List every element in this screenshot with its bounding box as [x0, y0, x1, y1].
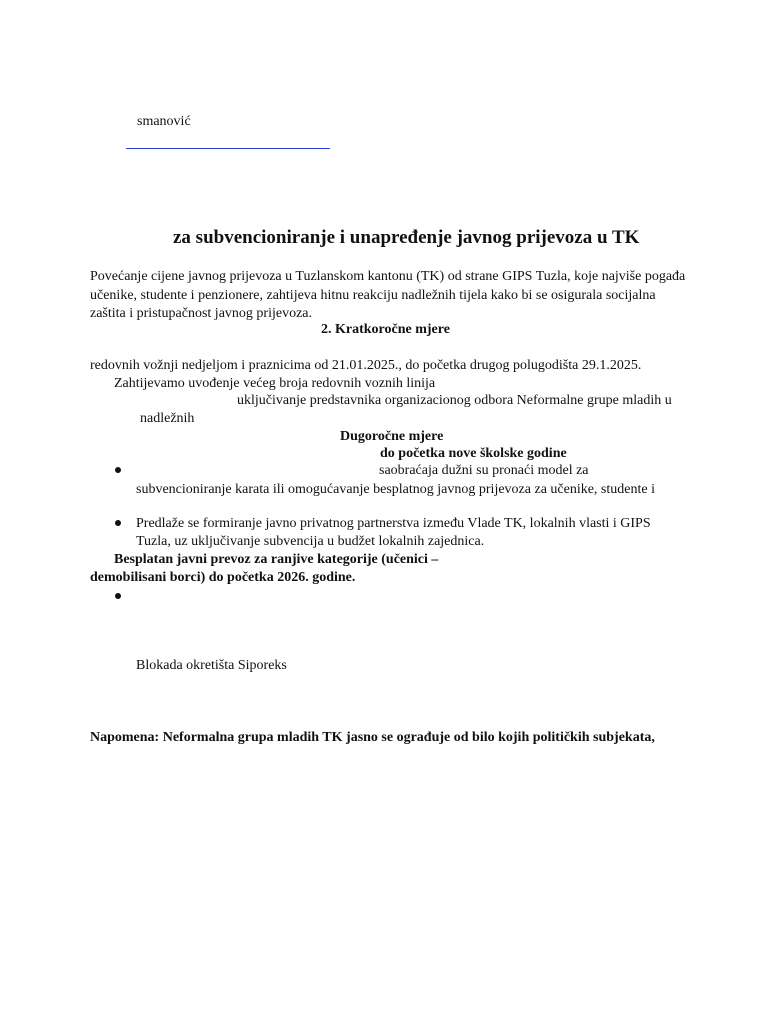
bullet-2-line-2: Tuzla, uz uključivanje subvencija u budžet lokalnih zajednica. [136, 534, 485, 549]
intro-line-2: učenike, studente i penzionere, zahtijeva hitnu reakciju nadležnih tijela kako bi se osigurala socijalna [90, 288, 656, 303]
bullet-3 [115, 593, 121, 599]
long-term-heading: Dugoročne mjere [340, 429, 444, 444]
bullet-1-line-1: saobraćaja dužni su pronaći model za [379, 463, 589, 478]
short-term-line-2: Zahtijevamo uvođenje većeg broja redovnih voznih linija [114, 376, 436, 391]
bullet-2 [115, 520, 121, 526]
bullet-1-line-2: subvencioniranje karata ili omogućavanje besplatnog javnog prijevoza za učenike, studente i [136, 482, 655, 497]
blockade-text: Blokada okretišta Siporeks [136, 658, 287, 673]
free-transport-line-1: Besplatan javni prevoz za ranjive kategorije (učenici – [114, 552, 439, 567]
short-term-line-1: redovnih vožnji nedjeljom i praznicima od 21.01.2025., do početka drugog polugodišta 29.1.2025. [90, 358, 642, 373]
short-term-line-4: nadležnih [140, 411, 195, 426]
document-title: za subvencioniranje i unapređenje javnog prijevoza u TK [173, 227, 640, 248]
header-name-fragment: smanović [137, 114, 191, 129]
link-underline[interactable] [126, 148, 330, 149]
bullet-1 [115, 467, 121, 473]
short-term-line-3: uključivanje predstavnika organizacionog odbora Neformalne grupe mladih u [237, 393, 672, 408]
free-transport-line-2: demobilisani borci) do početka 2026. godine. [90, 570, 356, 585]
short-term-heading: 2. Kratkoročne mjere [321, 322, 450, 337]
note-text: Napomena: Neformalna grupa mladih TK jasno se ograđuje od bilo kojih političkih subjekata, [90, 730, 655, 745]
bullet-2-line-1: Predlaže se formiranje javno privatnog partnerstva između Vlade TK, lokalnih vlasti i GIPS [136, 516, 651, 531]
long-term-subheading: do početka nove školske godine [380, 446, 567, 461]
intro-line-3: zaštita i pristupačnost javnog prijevoza. [90, 306, 312, 321]
intro-line-1: Povećanje cijene javnog prijevoza u Tuzlanskom kantonu (TK) od strane GIPS Tuzla, koje najviše pogađa [90, 269, 686, 284]
